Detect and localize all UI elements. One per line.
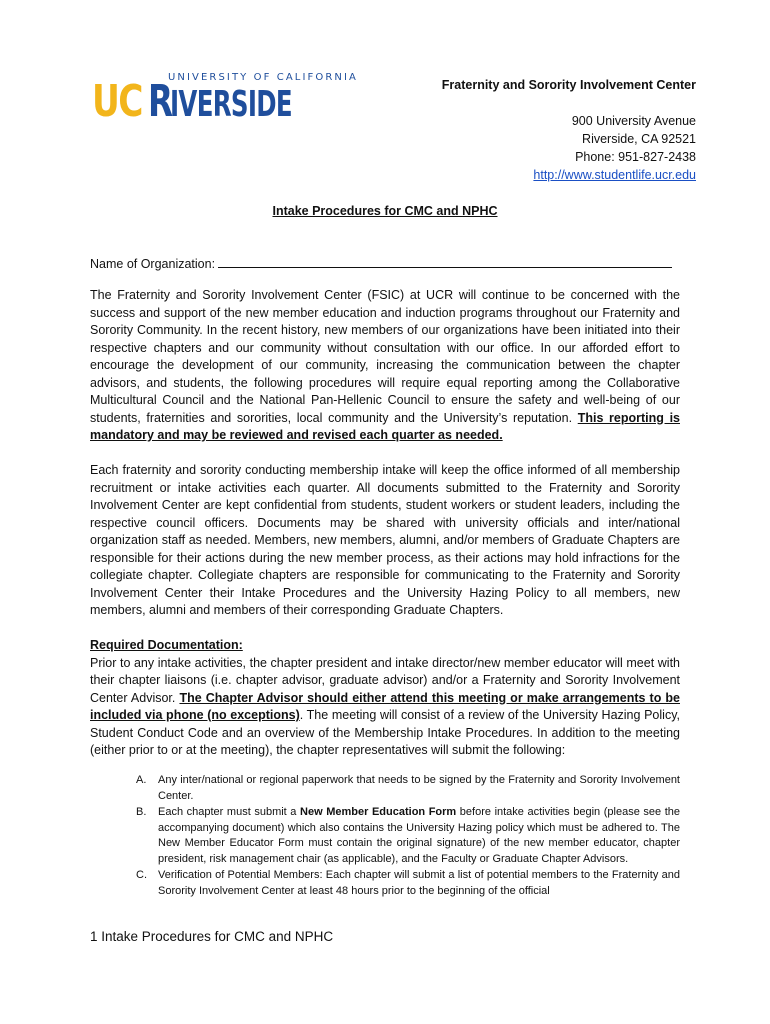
ucr-logo: [92, 72, 358, 132]
org-name-blank-line[interactable]: [218, 255, 672, 268]
center-name: Fraternity and Sorority Involvement Center: [441, 78, 696, 92]
intake-paragraph: Each fraternity and sorority conducting membership intake will keep the office informed of all membership recruitment or intake activities each quarter. All documents submitted to the Fraternity and Sorority Involvement Center are kept confidential from students, student workers or student leaders, including the respective council officers. Documents may be shared with university officials and inter/national organization staff as needed. Members, new members, alumni, and/or members of Graduate Chapters are responsible for their actions during the new member process, as their actions may hold infractions for the collegiate chapter. Collegiate chapters are responsible for communicating to the Fraternity and Sorority Involvement Center their Intake Procedures and the University Hazing Policy to all members, new members, alumni and members of their corresponding Graduate Chapters.: [90, 463, 680, 617]
org-label: Name of Organization:: [90, 257, 216, 271]
required-heading: Required Documentation:: [90, 638, 243, 652]
advisor-requirement: The Chapter Advisor should either attend this meeting or make arrangements to be included via phone (no exceptions): [90, 690, 680, 722]
mandatory-notice: This reporting is mandatory and may be reviewed and revised each quarter as needed.: [90, 410, 680, 442]
required-text-after: . The meeting will consist of a review of the University Hazing Policy, Student Conduct Code and an overview of the Membership Intake Procedures. In addition to the meeting (either prior to or at the meeting), the chapter representatives will submit the following:: [90, 708, 680, 757]
logo-riverside: IVERSIDE: [170, 84, 292, 125]
list-item: [136, 773, 680, 804]
logo-uc: UC: [92, 76, 142, 127]
intro-text: The Fraternity and Sorority Involvement Center (FSIC) at UCR will continue to be concerned with the success and support of the new member education and induction programs throughout our Fraternity and Sorority Community. In the recent history, new members of our organizations have been initiated into their respective chapters and our community without consultation with our office. In our afforded effort to encourage the development of our community, increasing the communication between the chapter advisors, and students, the following procedures will require equal reporting among the Collaborative Multicultural Council and the National Pan-Hellenic Council to ensure the safety and well-being of our students, fraternities and sororities, local community and the University’s reputation.: [90, 288, 680, 425]
required-section: [90, 637, 680, 760]
list-item-text: Verification of Potential Members: Each chapter will submit a list of potential members to the Fraternity and Sorority Involvement Center at least 48 hours prior to the beginning of the official: [158, 869, 680, 897]
city: Riverside, CA 92521: [582, 132, 696, 146]
list-marker: A.: [136, 774, 147, 786]
logo-top-text: UNIVERSITY OF CALIFORNIA: [168, 72, 358, 83]
intro-paragraph: [90, 287, 680, 445]
logo-r: R: [148, 76, 174, 127]
list-item-text: Each chapter must submit a: [158, 806, 301, 818]
list-item: [136, 805, 680, 867]
list-item: [136, 868, 680, 899]
contact-block: [442, 76, 696, 184]
list-marker: C.: [136, 869, 147, 881]
new-member-form-name: New Member Education Form: [300, 806, 457, 818]
list-marker: B.: [136, 806, 147, 818]
website-link[interactable]: http://www.studentlife.ucr.edu: [533, 168, 696, 182]
page-footer: 1 Intake Procedures for CMC and NPHC: [90, 929, 334, 944]
organization-name-field: [90, 255, 672, 271]
list-item-text: before intake activities begin (please see the accompanying document) which also contains the University Hazing policy which must be adhered to. The New Member Educator Form must contain the original signature) of the new member educator, chapter president, risk management chair (as applicable), and the Faculty or Graduate Chapter Advisors.: [158, 806, 680, 865]
address: 900 University Avenue: [571, 114, 696, 128]
required-text-before: Prior to any intake activities, the chapter president and intake director/new member educator will meet with their chapter liaisons (i.e. chapter advisor, graduate advisor) and/or a Fraternity and Sorority Involvement Center Advisor.: [90, 655, 680, 705]
phone: Phone: 951-827-2438: [575, 150, 696, 164]
required-documents-list: [136, 773, 680, 900]
page-title: Intake Procedures for CMC and NPHC: [272, 204, 498, 218]
list-item-text: Any inter/national or regional paperwork that needs to be signed by the Fraternity and Sorority Involvement Center.: [158, 774, 680, 802]
